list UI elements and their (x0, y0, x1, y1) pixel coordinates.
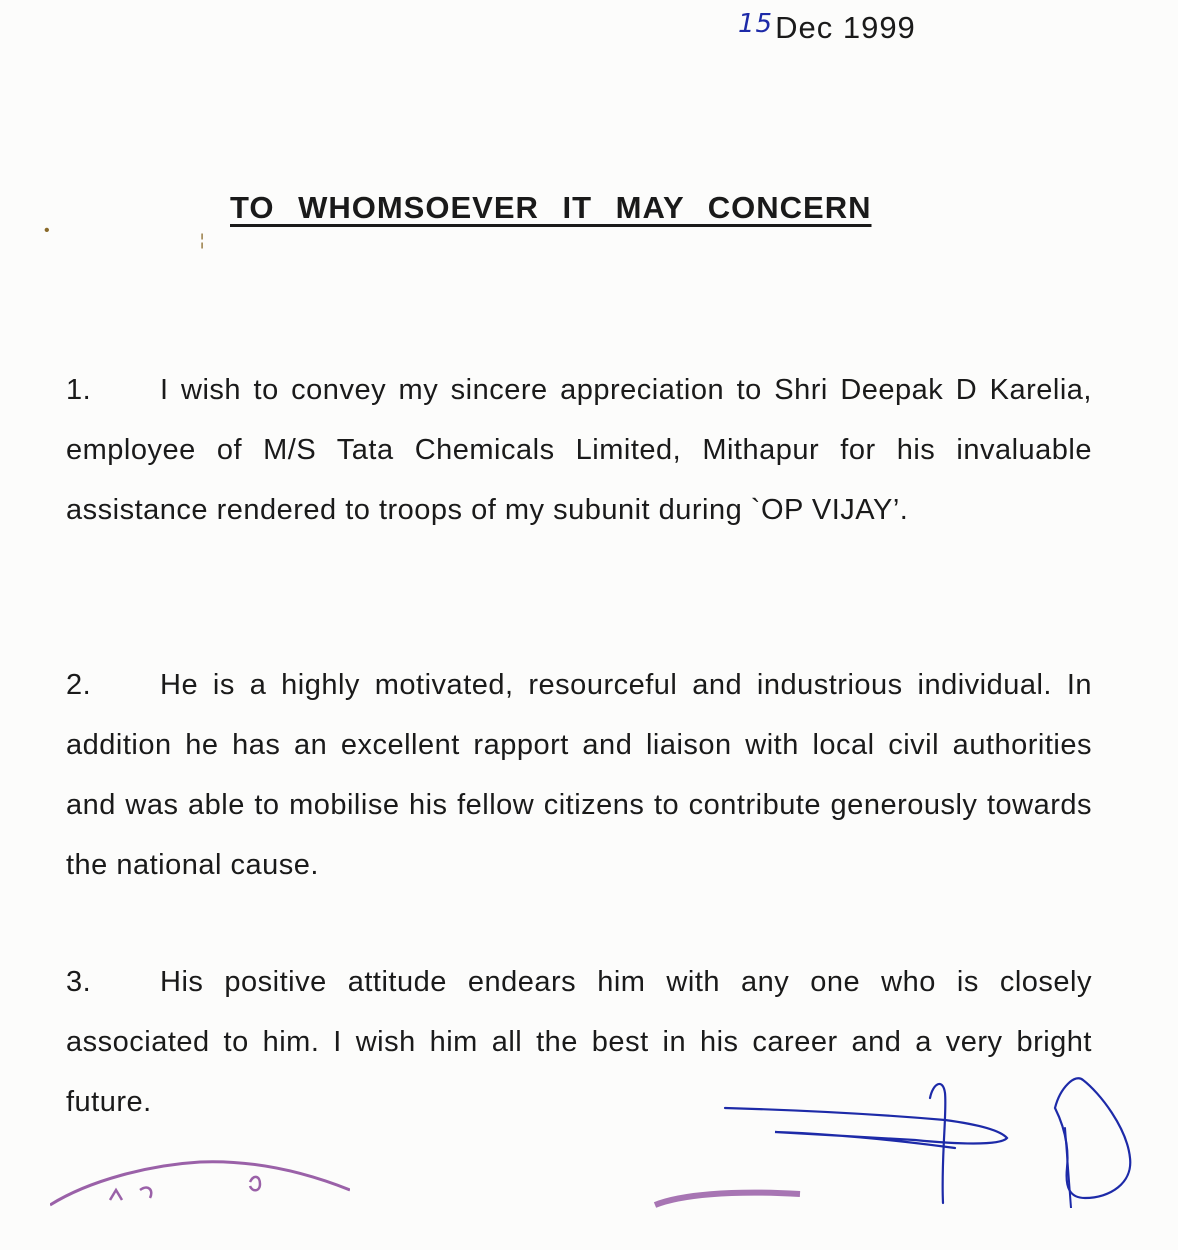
letter-date (738, 10, 916, 46)
typed-date: Dec 1999 (775, 10, 916, 45)
handwritten-date-day: 15 (738, 9, 774, 39)
paragraph-number: 3. (66, 966, 92, 998)
letter-heading: TO WHOMSOEVER IT MAY CONCERN (230, 190, 872, 225)
purple-stamp (50, 1160, 350, 1250)
paragraph-text: He is a highly motivated, resourceful and industrious individual. In addition he has an excellent rapport and liaison with local civil authorities and was able to mobilise his fellow citizens to contribute generously towards the national cause. (66, 669, 1092, 881)
paragraph-1 (66, 360, 1092, 540)
speck-mark: ¦ (200, 232, 205, 249)
paragraph-number: 2. (66, 669, 92, 701)
paragraph-text: His positive attitude endears him with any one who is closely associated to him. I wish him all the best in his career and a very bright future. (66, 966, 1092, 1118)
paragraph-number: 1. (66, 374, 92, 406)
paragraph-2 (66, 655, 1092, 895)
speck-mark: • (44, 222, 50, 239)
purple-stamp-fragment (650, 1180, 810, 1220)
paragraph-text: I wish to convey my sincere appreciation to Shri Deepak D Karelia, employee of M/S Tata Chemicals Limited, Mithapur for his invaluable assistance rendered to troops of my subunit during `OP VIJAY’. (66, 374, 1092, 526)
